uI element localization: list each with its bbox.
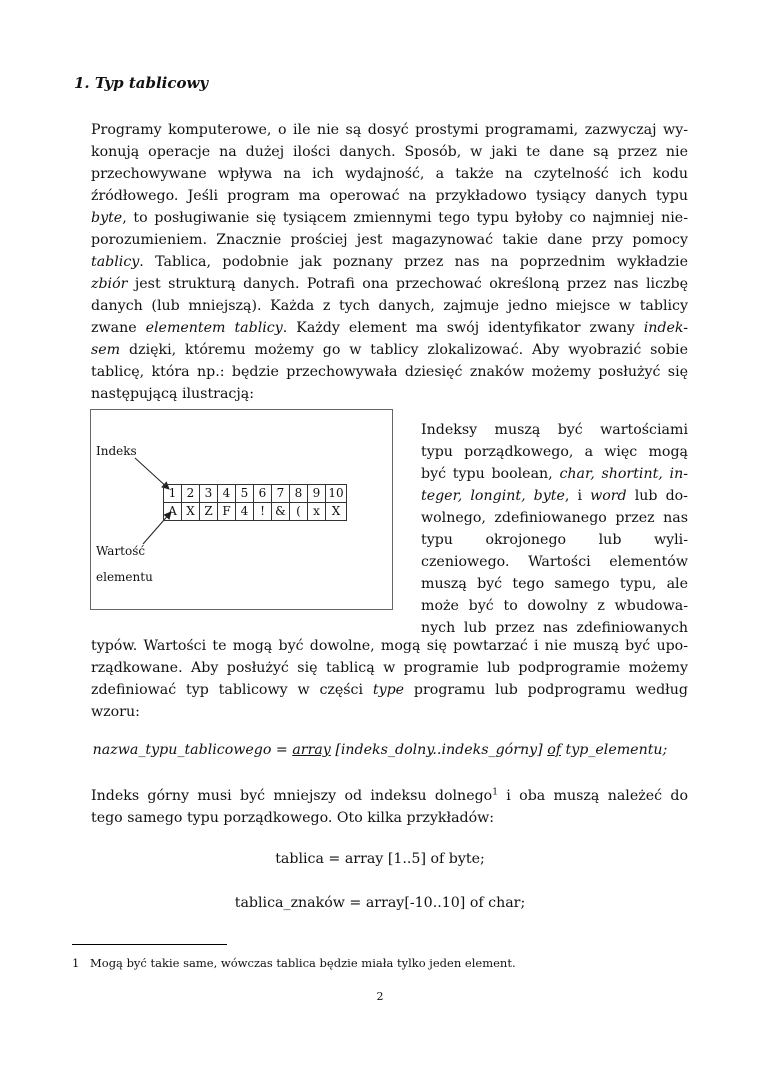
text-line xyxy=(91,141,688,163)
text-line xyxy=(421,419,688,441)
bounds-text: Indeks górny musi być mniejszy od indeksu dolnego xyxy=(91,788,493,804)
text-span: wolnego, zdefiniowanego przez nas xyxy=(421,510,688,526)
emphasis-text: sem xyxy=(91,342,121,358)
text-line xyxy=(91,361,688,383)
array-cell: X xyxy=(326,503,347,521)
footnote-text: Mogą być takie same, wówczas tablica będzie miała tylko jeden element. xyxy=(90,956,516,970)
array-formula xyxy=(0,739,760,761)
text-span: , i xyxy=(564,488,591,504)
value-label-2: elementu xyxy=(96,570,153,584)
text-line xyxy=(421,485,688,507)
value-label-1: Wartość xyxy=(96,544,146,558)
array-cell: 5 xyxy=(236,485,254,503)
formula-part2: [indeks_dolny..indeks_górny] xyxy=(330,742,548,758)
text-line xyxy=(91,635,688,657)
index-row xyxy=(164,485,347,503)
array-paragraph xyxy=(91,635,688,723)
emphasis-text: byte xyxy=(91,210,123,226)
text-span: źródłowego. Jeśli program ma operować na przykładowo tysiący danych typu xyxy=(91,188,688,204)
emphasis-text: tablicy xyxy=(91,254,140,270)
bounds-text-rest: i oba muszą należeć do xyxy=(497,788,688,804)
text-line xyxy=(91,701,688,723)
text-span: być typu boolean, xyxy=(421,466,560,482)
text-line xyxy=(421,573,688,595)
text-span: wzoru: xyxy=(91,704,140,720)
text-span: konują operacje na dużej ilości danych. Sposób, w jaki te dane są przez nie xyxy=(91,144,688,160)
formula-part1: nazwa_typu_tablicowego = xyxy=(92,742,293,758)
array-cell: F xyxy=(218,503,236,521)
text-line xyxy=(91,339,688,361)
text-span: może być to dowolny z wbudowa- xyxy=(421,598,688,614)
emphasis-text: indek- xyxy=(643,320,688,336)
text-line xyxy=(91,383,688,405)
text-span: zdefiniować typ tablicowy w części xyxy=(91,682,373,698)
text-line xyxy=(91,207,688,229)
text-line xyxy=(91,657,688,679)
text-span: typu porządkowego, a więc mogą xyxy=(421,444,688,460)
page-number: 2 xyxy=(376,990,384,1003)
value-row xyxy=(164,503,347,521)
emphasis-text: word xyxy=(590,488,627,504)
text-span: . Tablica, podobnie jak poznany przez nas na poprzednim wykładzie xyxy=(139,254,688,270)
text-line xyxy=(91,317,688,339)
text-line xyxy=(91,185,688,207)
indices-paragraph xyxy=(421,419,688,639)
intro-paragraph xyxy=(91,119,688,405)
array-cell: 6 xyxy=(254,485,272,503)
text-line xyxy=(421,529,688,551)
array-cell: ! xyxy=(254,503,272,521)
formula-part3: typ_elementu; xyxy=(560,742,668,758)
emphasis-text: zbiór xyxy=(91,276,128,292)
footnote xyxy=(72,955,516,971)
bounds-text-line2: tego samego typu porządkowego. Oto kilka przykładów: xyxy=(91,810,495,826)
text-span: dzięki, któremu możemy go w tablicy zlokalizować. Aby wyobrazić sobie xyxy=(120,342,688,358)
text-line xyxy=(421,507,688,529)
array-cell: 1 xyxy=(164,485,182,503)
array-cell: ( xyxy=(290,503,308,521)
array-cell: 4 xyxy=(236,503,254,521)
text-span: Programy komputerowe, o ile nie są dosyć prostymi programami, zazwyczaj wy- xyxy=(91,122,688,138)
formula-of-keyword: of xyxy=(547,742,561,758)
emphasis-text: char, shortint, in- xyxy=(559,466,688,482)
emphasis-text: type xyxy=(372,682,405,698)
array-cell: A xyxy=(164,503,182,521)
array-cell: X xyxy=(182,503,200,521)
text-line xyxy=(91,273,688,295)
array-cell: 7 xyxy=(272,485,290,503)
text-line xyxy=(91,295,688,317)
text-span: przechowywane wpływa na ich wydajność, a także na czytelność ich kodu xyxy=(91,166,688,182)
text-span: typu okrojonego lub wyli- xyxy=(421,532,688,548)
text-span: zwane xyxy=(91,320,146,336)
text-line xyxy=(421,595,688,617)
bounds-paragraph xyxy=(91,785,688,829)
text-span: programu lub podprogramu według xyxy=(404,682,688,698)
text-line xyxy=(91,163,688,185)
section-heading: 1. Typ tablicowy xyxy=(74,74,209,92)
text-line xyxy=(91,251,688,273)
text-line xyxy=(421,551,688,573)
array-cell: & xyxy=(272,503,290,521)
emphasis-text: elementem tablicy xyxy=(145,320,283,336)
text-span: Indeksy muszą być wartościami xyxy=(421,422,688,438)
array-cell: 4 xyxy=(218,485,236,503)
array-cell: 9 xyxy=(308,485,326,503)
footnote-number: 1 xyxy=(72,956,80,970)
text-span: tablicę, która np.: będzie przechowywała dziesięć znaków możemy posłużyć się xyxy=(91,364,688,380)
array-cell: 2 xyxy=(182,485,200,503)
text-span: porozumieniem. Znacznie prościej jest magazynować takie dane przy pomocy xyxy=(91,232,688,248)
text-line xyxy=(421,463,688,485)
text-span: danych (lub mniejszą). Każda z tych danych, zajmuje jedno miejsce w tablicy xyxy=(91,298,688,314)
text-line xyxy=(91,229,688,251)
text-span: następującą ilustracją: xyxy=(91,386,254,402)
array-cell: 8 xyxy=(290,485,308,503)
text-line xyxy=(91,119,688,141)
formula-array-keyword: array xyxy=(292,742,331,758)
example-1: tablica = array [1..5] of byte; xyxy=(275,851,485,867)
text-span: nych lub przez nas zdefiniowanych xyxy=(421,620,688,636)
array-illustration xyxy=(90,409,393,610)
footnote-divider xyxy=(72,944,227,945)
footnote-ref[interactable]: 1 xyxy=(492,787,498,798)
array-cell: 10 xyxy=(326,485,347,503)
array-cell: 3 xyxy=(200,485,218,503)
text-line xyxy=(91,679,688,701)
index-label: Indeks xyxy=(96,444,137,458)
array-cell: x xyxy=(308,503,326,521)
text-span: rządkowane. Aby posłużyć się tablicą w programie lub podprogramie możemy xyxy=(91,660,688,676)
text-span: lub do- xyxy=(626,488,688,504)
text-span: jest strukturą danych. Potrafi ona przechować określoną przez nas liczbę xyxy=(127,276,688,292)
text-span: muszą być tego samego typu, ale xyxy=(421,576,688,592)
text-span: czeniowego. Wartości elementów xyxy=(421,554,688,570)
text-span: . Każdy element ma swój identyfikator zwany xyxy=(282,320,644,336)
array-cell: Z xyxy=(200,503,218,521)
emphasis-text: teger, longint, byte xyxy=(421,488,565,504)
text-span: typów. Wartości te mogą być dowolne, mogą się powtarzać i nie muszą być upo- xyxy=(91,638,688,654)
text-line xyxy=(421,441,688,463)
array-grid xyxy=(163,484,347,521)
example-2: tablica_znaków = array[-10..10] of char; xyxy=(234,895,526,911)
text-span: , to posługiwanie się tysiącem zmiennymi tego typu byłoby co najmniej nie- xyxy=(122,210,688,226)
